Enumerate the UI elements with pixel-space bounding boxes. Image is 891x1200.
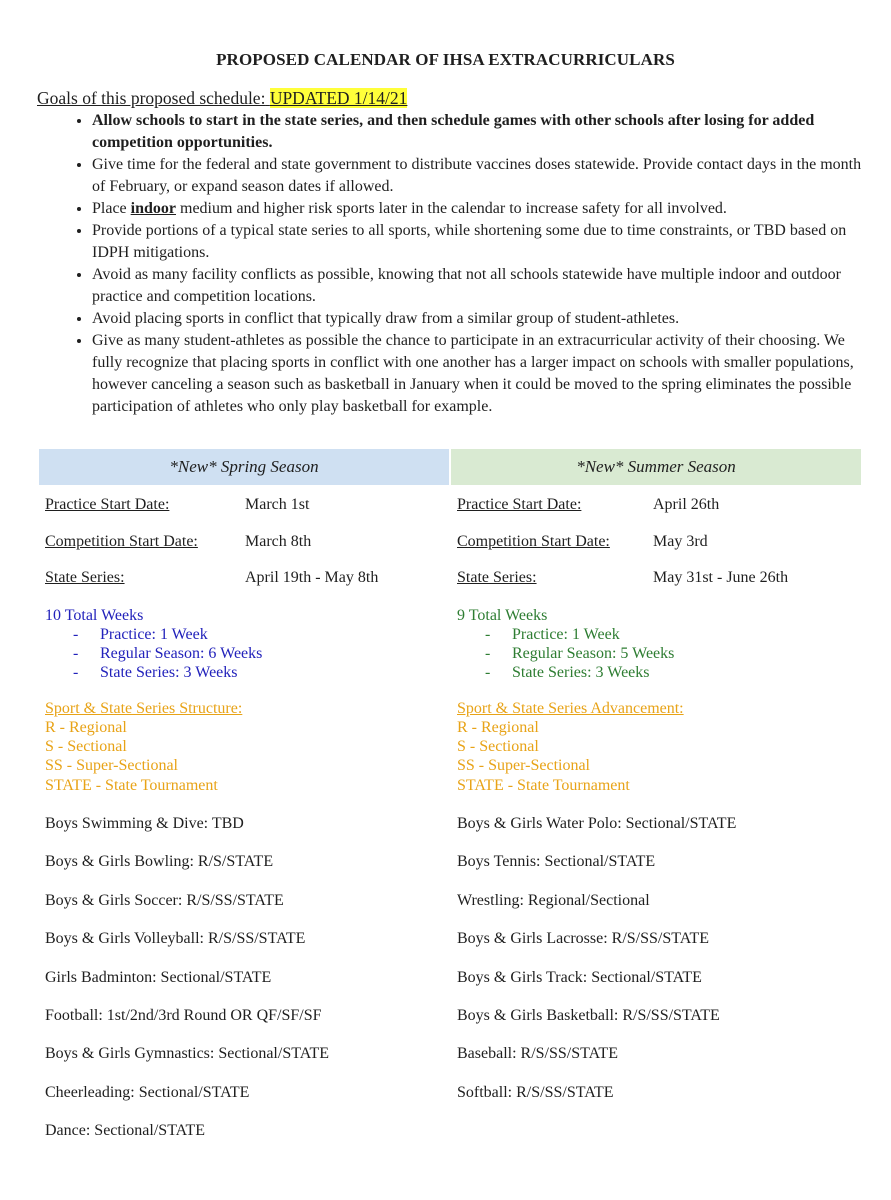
weeks-item: - Regular Season: 5 Weeks bbox=[485, 644, 867, 663]
goals-heading-text: Goals of this proposed schedule: bbox=[37, 88, 266, 108]
sport-item: Boys & Girls Gymnastics: Sectional/STATE bbox=[45, 1045, 330, 1063]
competition-value: May 3rd bbox=[653, 532, 708, 550]
structure-header: Sport & State Series Advancement: bbox=[457, 699, 684, 717]
sport-item: Cheerleading: Sectional/STATE bbox=[45, 1083, 250, 1101]
goal-emphasis: indoor bbox=[130, 200, 176, 217]
weeks-item: - State Series: 3 Weeks bbox=[485, 663, 867, 682]
sport-item: Boys & Girls Lacrosse: R/S/SS/STATE bbox=[457, 930, 710, 948]
total-weeks: 9 Total Weeks bbox=[457, 606, 548, 624]
sport-item: Dance: Sectional/STATE bbox=[45, 1122, 206, 1140]
weeks-item: - Regular Season: 6 Weeks bbox=[73, 644, 455, 663]
spring-weeks bbox=[45, 606, 455, 682]
summer-weeks bbox=[457, 606, 867, 682]
page-title: PROPOSED CALENDAR OF IHSA EXTRACURRICULARS bbox=[216, 50, 675, 69]
sport-item: Softball: R/S/SS/STATE bbox=[457, 1083, 614, 1101]
sport-item: Boys Swimming & Dive: TBD bbox=[45, 814, 244, 832]
goal-item: • Give time for the federal and state government to distribute vaccines doses statewide. Provide contact days in the month of February, or expand season dates if allowed. bbox=[92, 154, 867, 198]
summer-column bbox=[457, 485, 867, 1121]
goals-list bbox=[37, 110, 867, 418]
sport-item: Boys & Girls Soccer: R/S/SS/STATE bbox=[45, 891, 284, 909]
sport-item: Boys & Girls Basketball: R/S/SS/STATE bbox=[457, 1006, 720, 1024]
spring-practice-row bbox=[45, 485, 455, 522]
sport-item: Boys Tennis: Sectional/STATE bbox=[457, 853, 656, 871]
weeks-item: - Practice: 1 Week bbox=[485, 625, 867, 644]
sport-item: Football: 1st/2nd/3rd Round OR QF/SF/SF bbox=[45, 1006, 322, 1024]
sport-item: Boys & Girls Water Polo: Sectional/STATE bbox=[457, 814, 737, 832]
sport-item: Wrestling: Regional/Sectional bbox=[457, 891, 650, 909]
spring-competition-row bbox=[45, 522, 455, 559]
goals-heading bbox=[37, 88, 407, 109]
practice-value: April 26th bbox=[653, 496, 720, 513]
spring-column bbox=[45, 485, 455, 1160]
structure-item: STATE - State Tournament bbox=[457, 776, 630, 794]
goal-item: • Avoid placing sports in conflict that typically draw from a similar group of student-athletes. bbox=[92, 308, 867, 330]
state-series-value: April 19th - May 8th bbox=[245, 569, 379, 586]
structure-item: SS - Super-Sectional bbox=[457, 757, 590, 775]
practice-value: March 1st bbox=[245, 496, 310, 513]
spring-structure bbox=[45, 699, 455, 795]
weeks-breakdown bbox=[45, 625, 455, 682]
competition-value: March 8th bbox=[245, 532, 312, 550]
practice-label: Practice Start Date: bbox=[45, 496, 170, 513]
structure-item: S - Sectional bbox=[45, 738, 127, 756]
sport-item: Boys & Girls Track: Sectional/STATE bbox=[457, 968, 702, 986]
sport-item: Baseball: R/S/SS/STATE bbox=[457, 1045, 618, 1063]
summer-sports-list bbox=[457, 814, 867, 1121]
sport-item: Girls Badminton: Sectional/STATE bbox=[45, 968, 272, 986]
weeks-item: - Practice: 1 Week bbox=[73, 625, 455, 644]
total-weeks: 10 Total Weeks bbox=[45, 606, 144, 624]
goal-item: • Allow schools to start in the state series, and then schedule games with other schools after losing for added competition opportunities. bbox=[92, 110, 867, 154]
goal-item: • Avoid as many facility conflicts as possible, knowing that not all schools statewide have multiple indoor and outdoor practice and competition locations. bbox=[92, 264, 867, 308]
structure-item: STATE - State Tournament bbox=[45, 776, 218, 794]
goal-item bbox=[92, 198, 867, 220]
structure-item: R - Regional bbox=[45, 718, 127, 736]
weeks-item: - State Series: 3 Weeks bbox=[73, 663, 455, 682]
practice-label: Practice Start Date: bbox=[457, 496, 582, 513]
structure-header: Sport & State Series Structure: bbox=[45, 699, 243, 717]
weeks-breakdown bbox=[457, 625, 867, 682]
goal-item: • Give as many student-athletes as possible the chance to participate in an extracurricular activity of their choosing. We fully recognize that placing sports in conflict with one another has a larger impact on schools with smaller populations, however canceling a season such as basketball in January when it could be moved to the spring eliminates the possible participation of athletes who only play basketball for example. bbox=[92, 330, 867, 418]
goal-text: medium and higher risk sports later in the calendar to increase safety for all involved. bbox=[180, 200, 727, 217]
structure-item: S - Sectional bbox=[457, 738, 539, 756]
summer-structure bbox=[457, 699, 867, 795]
spring-sports-list bbox=[45, 814, 455, 1160]
structure-item: R - Regional bbox=[457, 718, 539, 736]
competition-label: Competition Start Date: bbox=[457, 532, 610, 550]
summer-series-row bbox=[457, 558, 867, 595]
summer-practice-row bbox=[457, 485, 867, 522]
sport-item: Boys & Girls Bowling: R/S/STATE bbox=[45, 853, 274, 871]
state-series-label: State Series: bbox=[45, 569, 125, 586]
spring-season-header: *New* Spring Season bbox=[39, 449, 449, 485]
state-series-value: May 31st - June 26th bbox=[653, 569, 789, 586]
structure-item: SS - Super-Sectional bbox=[45, 757, 178, 775]
updated-highlight: UPDATED 1/14/21 bbox=[269, 88, 408, 108]
spring-series-row bbox=[45, 558, 455, 595]
summer-season-header: *New* Summer Season bbox=[451, 449, 861, 485]
goal-text: Place bbox=[92, 200, 127, 217]
competition-label: Competition Start Date: bbox=[45, 532, 198, 550]
sport-item: Boys & Girls Volleyball: R/S/SS/STATE bbox=[45, 930, 306, 948]
summer-competition-row bbox=[457, 522, 867, 559]
state-series-label: State Series: bbox=[457, 569, 537, 586]
goal-item: • Provide portions of a typical state series to all sports, while shortening some due to time constraints, or TBD based on IDPH mitigations. bbox=[92, 220, 867, 264]
